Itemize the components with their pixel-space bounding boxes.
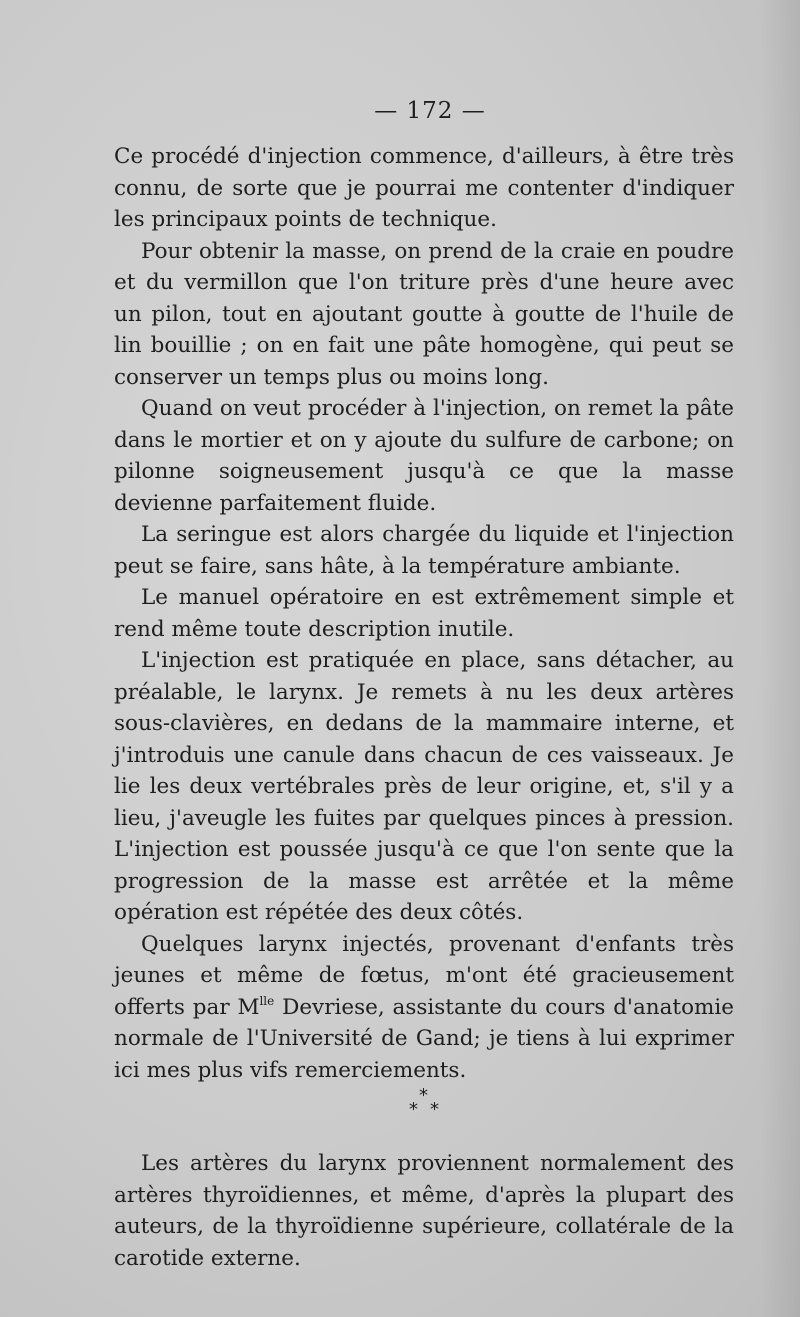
asterism-star-left: * [409, 1099, 418, 1120]
paragraph-5: Le manuel opératoire en est extrêmement simple et rend même toute description inutile. [114, 585, 734, 642]
asterism-star-right: * [430, 1099, 439, 1120]
paragraph-3: Quand on veut procéder à l'injection, on remet la pâte dans le mortier et on y ajoute du sulfure de carbone; on pilonne soigneusement jusqu'à ce que la masse devienne parfaitement fluide. [114, 396, 734, 516]
asterism-star-top: * [419, 1085, 428, 1106]
paragraph-2: Pour obtenir la masse, on prend de la craie en poudre et du vermillon que l'on triture près d'une heure avec un pilon, tout en ajoutant goutte à goutte de l'huile de lin bouillie ; on en fait une pâte homogène, qui peut se conserver un temps plus ou moins long. [114, 238, 734, 390]
paragraph-7 [114, 929, 734, 1087]
asterism-separator [405, 1083, 445, 1123]
paragraph-6: L'injection est pratiquée en place, sans détacher, au préalable, le larynx. Je remets à nu les deux artères sous-clavières, en dedans de la mammaire interne, et j'introduis une canule dans chacun de ces vaisseaux. Je lie les deux vertébrales près de leur origine, et, s'il y a lieu, j'aveugle les fuites par quelques pinces à pression. L'injection est poussée jusqu'à ce que l'on sente que la progression de la masse est arrêtée et la même opération est répétée des deux côtés. [114, 648, 734, 925]
main-text-block [114, 141, 734, 1086]
paragraph-7-superscript: lle [259, 993, 275, 1008]
paragraph-7-text-after: Devriese, assistante du cours d'anatomie normale de l'Université de Gand; je tiens à lui exprimer ici mes plus vifs remerciements. [114, 994, 734, 1083]
section-text-block [114, 1148, 734, 1274]
paragraph-4: La seringue est alors chargée du liquide et l'injection peut se faire, sans hâte, à la température ambiante. [114, 522, 734, 579]
page-edge-shadow [760, 0, 800, 1317]
page-number: — 172 — [374, 98, 486, 124]
paragraph-final: Les artères du larynx proviennent normalement des artères thyroïdiennes, et même, d'après la plupart des auteurs, de la thyroïdienne supérieure, collatérale de la carotide externe. [114, 1151, 734, 1271]
paragraph-1: Ce procédé d'injection commence, d'ailleurs, à être très connu, de sorte que je pourrai me contenter d'indiquer les principaux points de technique. [114, 144, 734, 232]
paragraph-7-text-before: Quelques larynx injectés, provenant d'enfants très jeunes et même de fœtus, m'ont été gracieusement offerts par M [114, 931, 734, 1020]
